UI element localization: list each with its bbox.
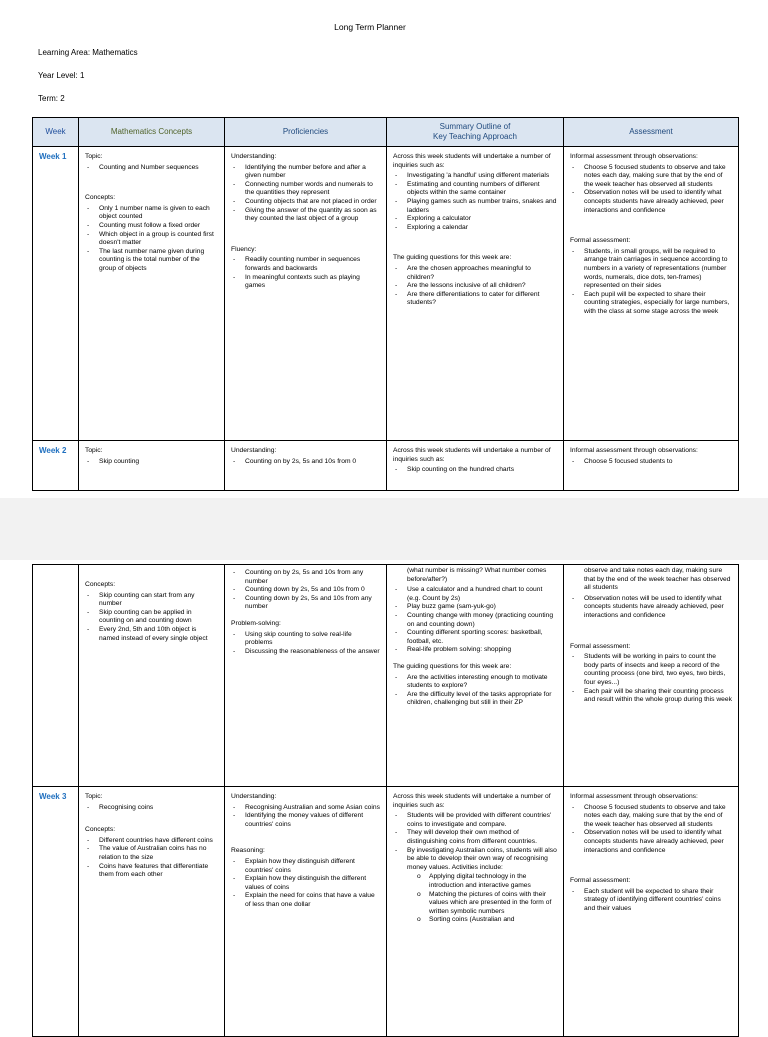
list-item: - Giving the answer of the quantity as soon as they counted the last object of a group bbox=[231, 207, 380, 224]
list-item: - Identifying the number before and after a given number bbox=[231, 164, 380, 181]
list-item: - Counting different sporting scores: basketball, football, etc. bbox=[393, 629, 557, 646]
formal-heading: Formal assessment: bbox=[570, 642, 631, 650]
list-item: - Explain how they distinguish different countries' coins bbox=[231, 858, 380, 875]
list-item: - Discussing the reasonableness of the answer bbox=[231, 648, 380, 657]
understanding-heading: Understanding: bbox=[231, 793, 277, 800]
approach-list bbox=[393, 586, 557, 655]
list-item: - Only 1 number name is given to each object counted bbox=[85, 205, 218, 222]
week-1-assessment-cell bbox=[564, 147, 739, 441]
week-1-proficiencies-cell bbox=[225, 147, 387, 441]
col-week: Week bbox=[33, 118, 79, 147]
topic-list bbox=[85, 804, 218, 813]
approach-list bbox=[393, 172, 557, 232]
list-item: - Skip counting can be applied in counting on and counting down bbox=[85, 609, 218, 626]
informal-list bbox=[570, 804, 732, 856]
document-title: Long Term Planner bbox=[334, 22, 406, 32]
list-item: - Counting and Number sequences bbox=[85, 164, 218, 173]
list-item: - Skip counting bbox=[85, 458, 218, 467]
list-item: - Counting on by 2s, 5s and 10s from any number bbox=[231, 569, 380, 586]
concepts-list bbox=[85, 205, 218, 274]
list-item: - The last number name given during counting is the total number of the group of objects bbox=[85, 248, 218, 274]
table-row-week-3 bbox=[33, 787, 739, 1037]
topic-heading: Topic: bbox=[85, 793, 103, 800]
list-item: - Exploring a calculator bbox=[393, 215, 557, 224]
list-item: - Each student will be expected to share their strategy of identifying different countries' coins and their values bbox=[570, 888, 732, 914]
list-item: - The value of Australian coins has no relation to the size bbox=[85, 845, 218, 862]
list-item: - Skip counting on the hundred charts bbox=[393, 466, 557, 475]
list-item: - In meaningful contexts such as playing games bbox=[231, 274, 380, 291]
list-item: - Counting down by 2s, 5s and 10s from any number bbox=[231, 595, 380, 612]
list-item: - Different countries have different coins bbox=[85, 837, 218, 846]
list-item: - Are the lessons inclusive of all children? bbox=[393, 282, 557, 291]
list-item: - Connecting number words and numerals to the quantities they represent bbox=[231, 181, 380, 198]
table-row-week-1 bbox=[33, 147, 739, 441]
fluency-heading: Fluency: bbox=[231, 245, 257, 253]
list-item: - Coins have features that differentiate them from each other bbox=[85, 863, 218, 880]
reasoning-list bbox=[231, 858, 380, 910]
list-item bbox=[393, 847, 557, 925]
list-item: - Recognising coins bbox=[85, 804, 218, 813]
list-item: - Counting must follow a fixed order bbox=[85, 222, 218, 231]
list-item: - Play buzz game (sam-yuk-go) bbox=[393, 603, 557, 612]
understanding-list bbox=[231, 569, 380, 612]
week-3-label: Week 3 bbox=[39, 792, 67, 801]
week-1-approach-cell bbox=[387, 147, 564, 441]
list-item: - Counting on by 2s, 5s and 10s from 0 bbox=[231, 458, 380, 467]
list-item: - They will develop their own method of distinguishing coins from different countries. bbox=[393, 829, 557, 846]
list-item: - Each pupil will be expected to share their counting strategies, especially for large numbers, with the class at some stage across the week bbox=[570, 291, 732, 317]
week-2-label: Week 2 bbox=[39, 446, 67, 455]
guiding-heading: The guiding questions for this week are: bbox=[393, 254, 512, 262]
guiding-heading: The guiding questions for this week are: bbox=[393, 662, 512, 670]
problem-solving-list bbox=[231, 631, 380, 657]
formal-list bbox=[570, 888, 732, 914]
formal-heading: Formal assessment: bbox=[570, 877, 631, 885]
understanding-list bbox=[231, 804, 380, 830]
list-item: o Applying digital technology in the introduction and interactive games bbox=[407, 873, 557, 890]
list-item: - Are there differentiations to cater for different students? bbox=[393, 291, 557, 308]
term: Term: 2 bbox=[38, 94, 65, 103]
concepts-list bbox=[85, 837, 218, 880]
year-level: Year Level: 1 bbox=[38, 71, 85, 80]
list-item: - Real-life problem solving: shopping bbox=[393, 646, 557, 655]
table-row-week-2-continued bbox=[33, 565, 739, 787]
list-item: - Counting down by 2s, 5s and 10s from 0 bbox=[231, 586, 380, 595]
topic-list bbox=[85, 164, 218, 173]
informal-heading: Informal assessment through observations: bbox=[570, 793, 698, 800]
reasoning-heading: Reasoning: bbox=[231, 847, 265, 855]
col-approach: Summary Outline of Key Teaching Approach bbox=[387, 118, 564, 147]
list-item: - Students will be provided with different countries' coins to investigate and compare. bbox=[393, 812, 557, 829]
list-item: - Are the difficulty level of the tasks appropriate for children, challenging but still in their ZP bbox=[393, 691, 557, 708]
guiding-list bbox=[393, 674, 557, 708]
list-item: - Counting objects that are not placed in order bbox=[231, 198, 380, 207]
approach-intro: Across this week students will undertake a number of inquiries such as: bbox=[393, 153, 551, 169]
informal-list bbox=[570, 164, 732, 216]
list-item: - Identifying the money values of different countries' coins bbox=[231, 812, 380, 829]
list-item: - Choose 5 focused students to observe and take notes each day, making sure that by the end of the week teacher has observed all students bbox=[570, 804, 732, 830]
understanding-list bbox=[231, 164, 380, 224]
list-item: - Choose 5 focused students to observe and take notes each day, making sure that by the end of the week teacher has observed all students bbox=[570, 164, 732, 190]
list-item: - Are the chosen approaches meaningful to children? bbox=[393, 265, 557, 282]
activities-list bbox=[407, 873, 557, 925]
concepts-heading: Concepts: bbox=[85, 826, 116, 834]
list-item: - Using skip counting to solve real-life problems bbox=[231, 631, 380, 648]
concepts-list bbox=[85, 592, 218, 644]
list-item: - Skip counting can start from any number bbox=[85, 592, 218, 609]
page-gap bbox=[0, 498, 768, 560]
informal-list bbox=[570, 595, 732, 621]
planner-table bbox=[32, 117, 739, 491]
page-1 bbox=[0, 0, 768, 498]
approach-intro: Across this week students will undertake a number of inquiries such as: bbox=[393, 447, 551, 463]
list-item: - Exploring a calendar bbox=[393, 224, 557, 233]
col-assessment: Assessment bbox=[564, 118, 739, 147]
informal-heading: Informal assessment through observations: bbox=[570, 447, 698, 454]
list-item: - Explain the need for coins that have a value of less than one dollar bbox=[231, 892, 380, 909]
list-item: - Choose 5 focused students to bbox=[570, 458, 732, 467]
list-item: - Observation notes will be used to identify what concepts students have already achieved, peer interactions and confidence bbox=[570, 595, 732, 621]
list-item: - Counting change with money (practicing counting on and counting down) bbox=[393, 612, 557, 629]
table-row-week-2 bbox=[33, 441, 739, 491]
topic-heading: Topic: bbox=[85, 153, 103, 160]
informal-heading: Informal assessment through observations: bbox=[570, 153, 698, 160]
topic-list bbox=[85, 458, 218, 467]
approach-intro: Across this week students will undertake a number of inquiries such as: bbox=[393, 793, 551, 809]
informal-list bbox=[570, 458, 732, 467]
fluency-list bbox=[231, 256, 380, 290]
formal-heading: Formal assessment: bbox=[570, 237, 631, 245]
list-item: - Students, in small groups, will be required to arrange train carriages in sequence according to numbers in a variety of representations (number words, numerals, dice dots, ten-frames) represented on their sides bbox=[570, 248, 732, 291]
list-item: - Playing games such as number trains, snakes and ladders bbox=[393, 198, 557, 215]
approach-continued: (what number is missing? What number comes before/after?) bbox=[407, 567, 547, 583]
list-item: - Observation notes will be used to identify what concepts students have already achieved, peer interactions and confidence bbox=[570, 829, 732, 855]
formal-list bbox=[570, 248, 732, 317]
col-concepts: Mathematics Concepts bbox=[79, 118, 225, 147]
understanding-list bbox=[231, 458, 380, 467]
page-2 bbox=[0, 560, 768, 1024]
approach-list bbox=[393, 466, 557, 475]
guiding-list bbox=[393, 265, 557, 308]
list-item: - Each pair will be sharing their counting process and result within the whole group during this week bbox=[570, 688, 732, 705]
topic-heading: Topic: bbox=[85, 447, 103, 454]
col-proficiencies: Proficiencies bbox=[225, 118, 387, 147]
list-item: o Matching the pictures of coins with their values which are presented in the form of written symbolic numbers bbox=[407, 891, 557, 917]
list-item: - Students will be working in pairs to count the body parts of insects and keep a record of the counting process (one bird, two eyes, two birds, four eyes...) bbox=[570, 653, 732, 687]
list-item: - Every 2nd, 5th and 10th object is named instead of every single object bbox=[85, 626, 218, 643]
week-1-concepts-cell bbox=[79, 147, 225, 441]
list-item: - Are the activities interesting enough to motivate students to explore? bbox=[393, 674, 557, 691]
list-item: - Use a calculator and a hundred chart to count (e.g. Count by 2s) bbox=[393, 586, 557, 603]
planner-table-continued bbox=[32, 564, 739, 1037]
list-item: - Explain how they distinguish the different values of coins bbox=[231, 875, 380, 892]
formal-list bbox=[570, 653, 732, 705]
week-1-label: Week 1 bbox=[39, 152, 67, 161]
list-item: - Investigating 'a handful' using different materials bbox=[393, 172, 557, 181]
list-item: - Which object in a group is counted first doesn't matter bbox=[85, 231, 218, 248]
learning-area: Learning Area: Mathematics bbox=[38, 48, 138, 57]
list-item: - Observation notes will be used to identify what concepts students have already achieved, peer interactions and confidence bbox=[570, 189, 732, 215]
problem-solving-heading: Problem-solving: bbox=[231, 619, 281, 627]
informal-continued: observe and take notes each day, making sure that by the end of the week teacher has observed all students bbox=[584, 567, 731, 592]
approach-list bbox=[393, 812, 557, 925]
list-item: o Sorting coins (Australian and bbox=[407, 916, 557, 925]
concepts-heading: Concepts: bbox=[85, 581, 116, 588]
concepts-heading: Concepts: bbox=[85, 194, 116, 202]
understanding-heading: Understanding: bbox=[231, 447, 277, 454]
approach-item-text: By investigating Australian coins, students will also be able to develop their own way of recognising money values. Activities include: bbox=[407, 846, 557, 871]
list-item: - Recognising Australian and some Asian coins bbox=[231, 804, 380, 813]
understanding-heading: Understanding: bbox=[231, 153, 277, 160]
table-header-row bbox=[33, 118, 739, 147]
list-item: - Estimating and counting numbers of different objects within the same container bbox=[393, 181, 557, 198]
list-item: - Readily counting number in sequences forwards and backwards bbox=[231, 256, 380, 273]
